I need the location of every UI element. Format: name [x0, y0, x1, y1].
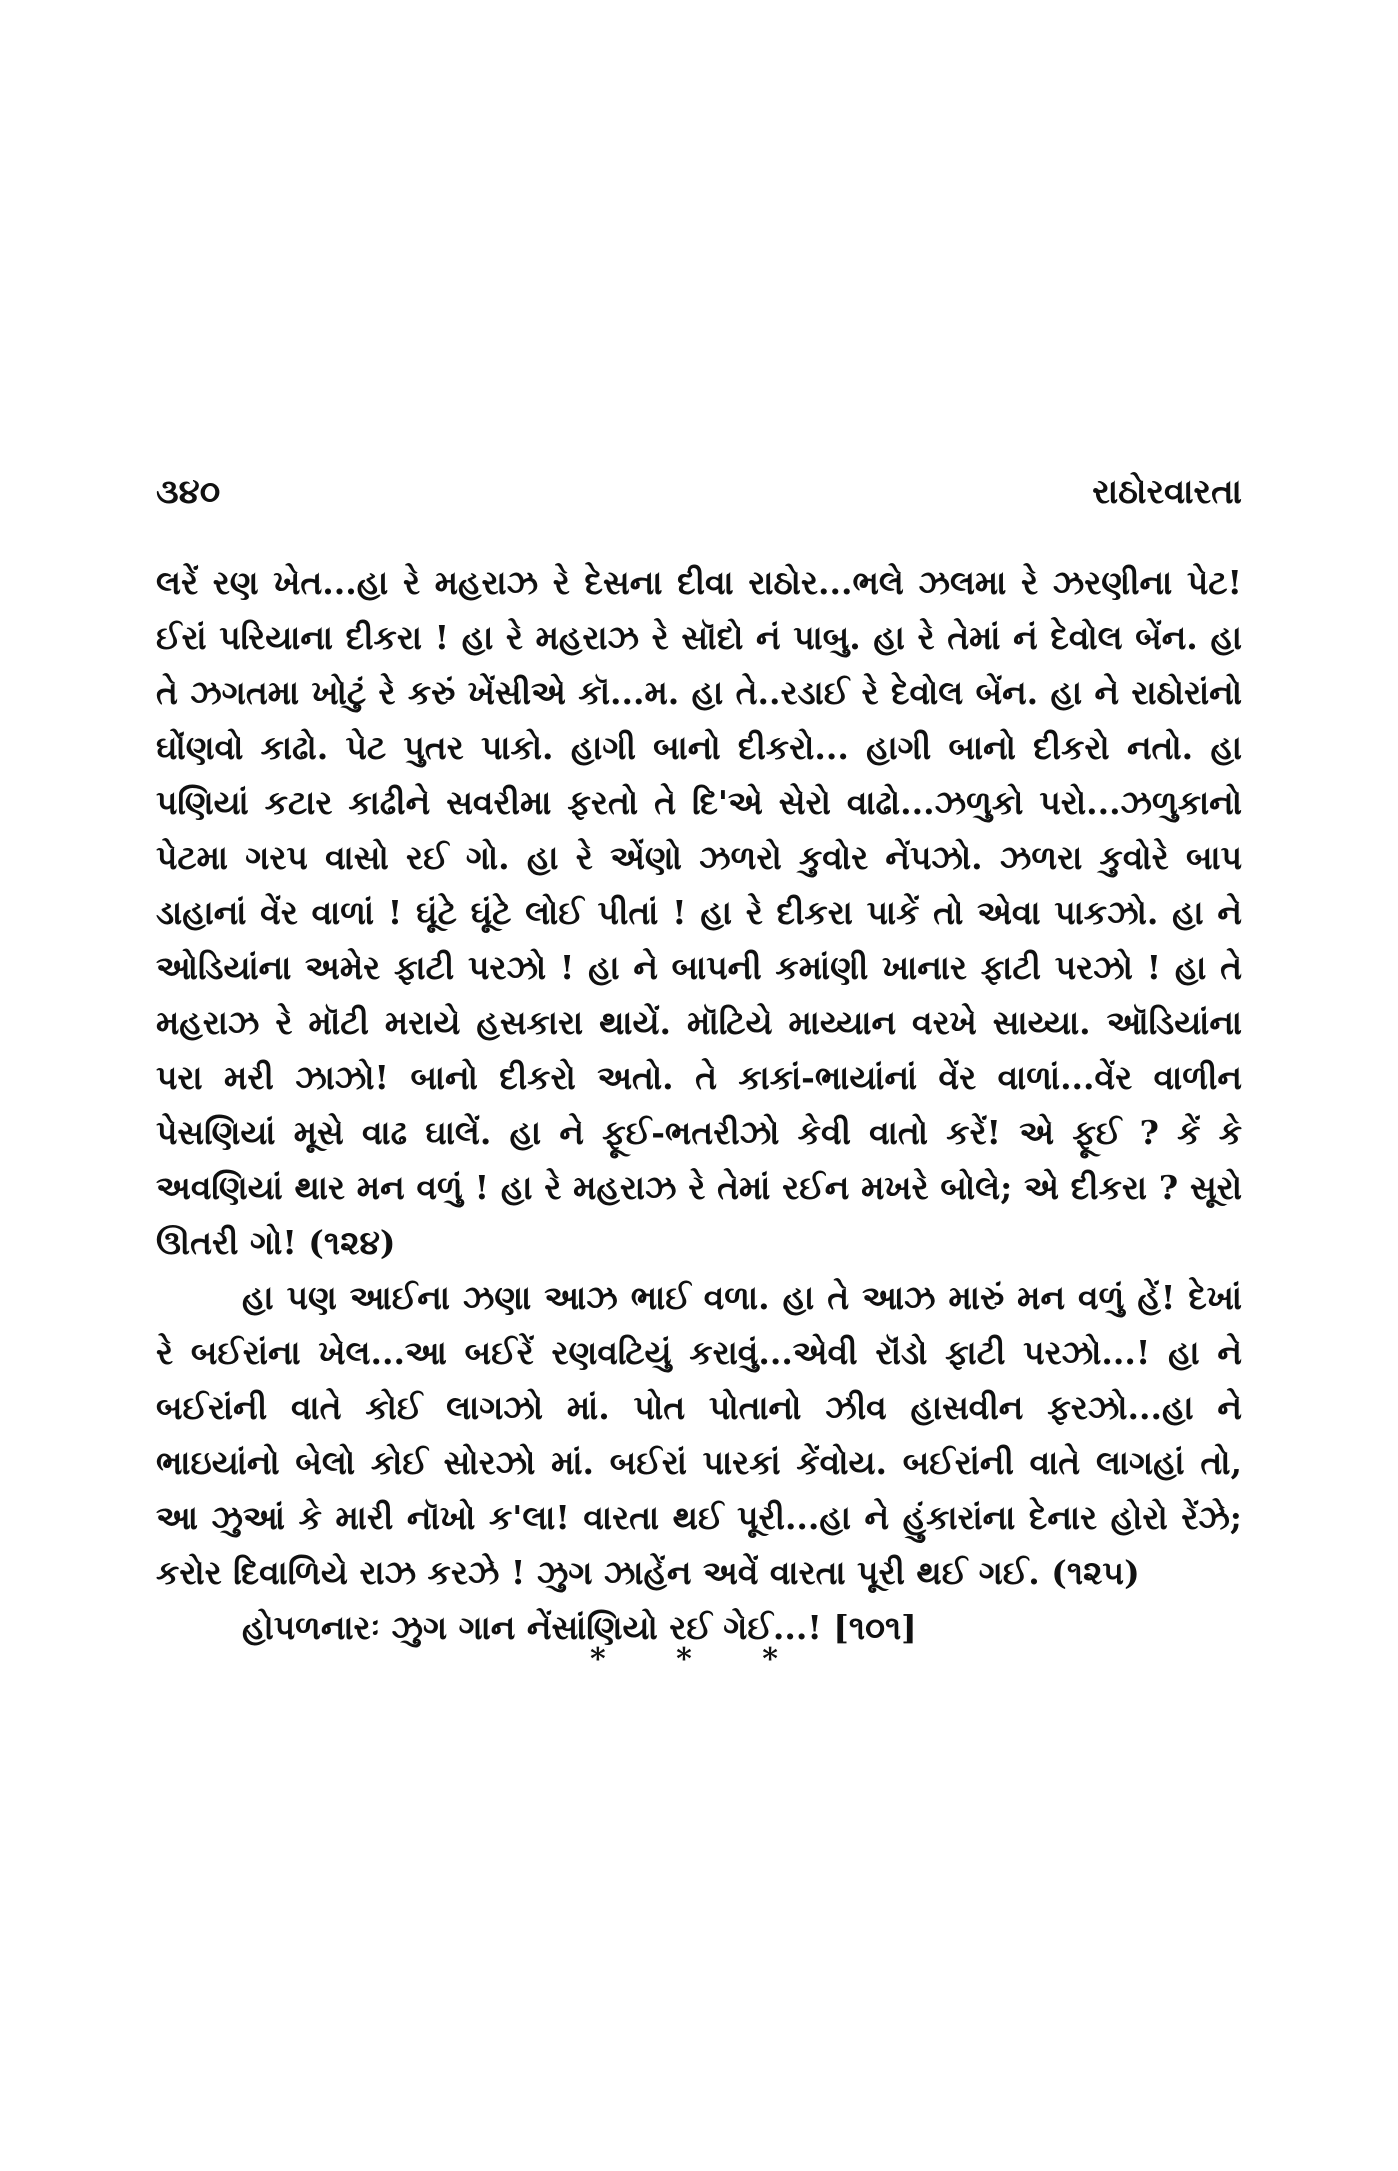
page-header — [156, 462, 1242, 522]
running-head: રાઠોરવારતા — [1092, 472, 1242, 512]
paragraph: હા પણ આઈના ઝણા આઝ ભાઈ વળા. હા તે આઝ મારું મન વળું હેં! દેખાં રે બઈરાંના ખેલ...આ બઈરેં રણવટિયું કરાવું...એવી રૉંડો ફાટી પરઝો...! હા ને બઈરાંની વાતે કોઈ લાગઝો માં. પોત પોતાનો ઝીવ હાસવીન ફરઝો...હા ને ભાઇયાંનો બેલો કોઈ સોરઝો માં. બઈરાં પારકાં કેંવોય. બઈરાંની વાતે લાગહાં તો, આ ઝુઆં કે મારી નૉખો ક'લા! વારતા થઈ પૂરી...હા ને હુંકારાંના દેનાર હોરો રેંઝે; કરોર દિવાળિયે રાઝ કરઝે ! ઝુગ ઝાહેંન અવેં વારતા પૂરી થઈ ગઈ. (૧૨૫) — [156, 1278, 1242, 1592]
paragraph: હોપળનારઃ ઝુગ ગાન નેંસાંણિયો રઈ ગેઈ...! [૧૦૧] — [242, 1608, 917, 1647]
paragraph: લરેં રણ ખેત...હા રે મહરાઝ રે દેસના દીવા રાઠોર...ભલે ઝલમા રે ઝરણીના પેટ! ઈરાં પરિયાના દીકરા ! હા રે મહરાઝ રે સૉદો નં પાબુ. હા રે તેમાં નં દેવોલ બેંન. હા તે ઝગતમા ખોટું રે કરું ખેંસીએ કૉ...મ. હા તે..રડાઈ રે દેવોલ બેંન. હા ને રાઠોરાંનો ઘોંણવો કાઢો. પેટ પુતર પાકો. હાગી બાનો દીકરો... હાગી બાનો દીકરો નતો. હા પણિયાં કટાર કાઢીને સવરીમા ફરતો તે દિ'એ સેરો વાઢો...ઝળુકો પરો...ઝળુકાનો પેટમા ગરપ વાસો રઈ ગો. હા રે એંણો ઝળરો કુવોર નેંપઝો. ઝળરા કુવોરે બાપ ડાહાનાં વેંર વાળાં ! ઘૂંટે ઘૂંટે લોઈ પીતાં ! હા રે દીકરા પાકેં તો એવા પાકઝો. હા ને ઓડિયાંના અમેર ફાટી પરઝો ! હા ને બાપની કમાંણી ખાનાર ફાટી પરઝો ! હા તે મહરાઝ રે મૉટી મરાયે હસકારા થાયેં. મૉટિયે માય્યાન વરખે સાય્યા. ઑડિયાંના પરા મરી ઝાઝો! બાનો દીકરો અતો. તે કાકાં-ભાયાંનાં વેંર વાળાં...વેંર વાળીન પેસણિયાં મૂસે વાઢ ઘાલેં. હા ને ફૂઈ-ભતરીઝો કેવી વાતો કરેં! એ ફૂઈ ? કેં કે અવણિયાં થાર મન વળું ! હા રે મહરાઝ રે તેમાં રઈન મખરે બોલે; એ દીકરા ? સૂરો ઊતરી ગો! (૧૨૪) — [156, 563, 1242, 1262]
body-text — [156, 555, 1242, 1655]
section-end-ornament: * * * — [590, 1642, 808, 1677]
page-number: ૩૪૦ — [156, 472, 221, 512]
